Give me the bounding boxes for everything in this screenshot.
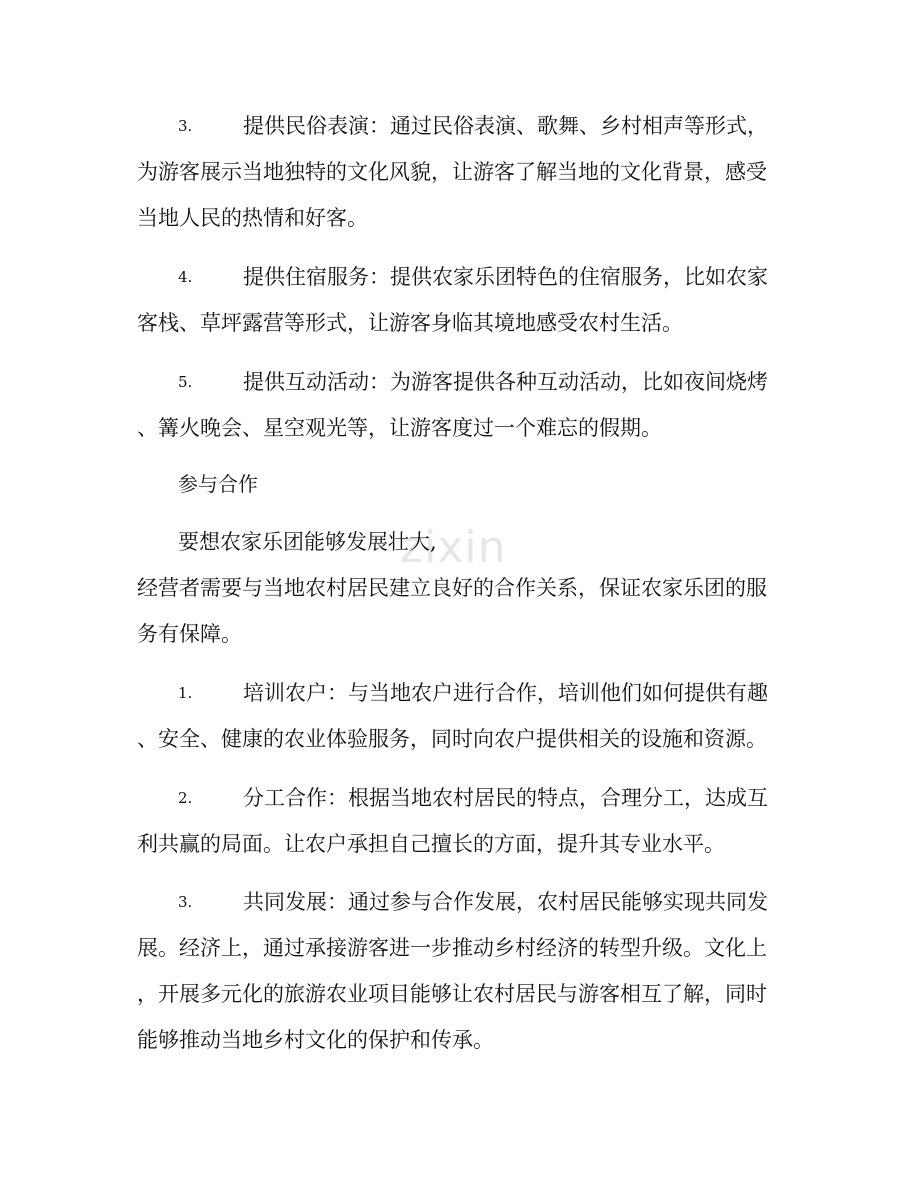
paragraph-line: 培训农户：与当地农户进行合作，培训他们如何提供有趣 [243,681,768,705]
section-heading: 参与合作 [178,472,258,496]
item-number: 3. [178,117,193,135]
paragraph-line: 共同发展：通过参与合作发展，农村居民能够实现共同发 [243,890,768,914]
item-number: 1. [178,684,193,702]
paragraph-line: 展。经济上，通过承接游客进一步推动乡村经济的转型升级。文化上 [137,936,767,960]
paragraph-line: 能够推动当地乡村文化的保护和传承。 [137,1028,494,1052]
paragraph-line: 、篝火晚会、星空观光等，让游客度过一个难忘的假期。 [137,416,662,440]
paragraph-line: 提供民俗表演：通过民俗表演、歌舞、乡村相声等形式， [243,114,768,138]
paragraph-line: 利共赢的局面。让农户承担自己擅长的方面，提升其专业水平。 [137,832,725,856]
watermark: zixin [400,522,507,573]
paragraph-line: 分工合作：根据当地农村居民的特点，合理分工，达成互 [243,786,768,810]
paragraph-line: 客栈、草坪露营等形式，让游客身临其境地感受农村生活。 [137,311,683,335]
paragraph-line: 务有保障。 [137,622,242,646]
paragraph-line: 、安全、健康的农业体验服务，同时向农户提供相关的设施和资源。 [137,727,767,751]
paragraph-line: 经营者需要与当地农村居民建立良好的合作关系，保证农家乐团的服 [137,576,767,600]
paragraph-line: 当地人民的热情和好客。 [137,206,368,230]
item-number: 3. [178,893,193,911]
paragraph-line: 要想农家乐团能够发展壮大, [178,530,437,554]
item-number: 5. [178,373,193,391]
paragraph-line: ，开展多元化的旅游农业项目能够让农村居民与游客相互了解，同时 [137,982,767,1006]
paragraph-line: 为游客展示当地独特的文化风貌，让游客了解当地的文化背景，感受 [137,160,767,184]
item-number: 4. [178,268,193,286]
paragraph-line: 提供互动活动：为游客提供各种互动活动，比如夜间烧烤 [243,370,768,394]
item-number: 2. [178,789,193,807]
paragraph-line: 提供住宿服务：提供农家乐团特色的住宿服务，比如农家 [243,265,768,289]
